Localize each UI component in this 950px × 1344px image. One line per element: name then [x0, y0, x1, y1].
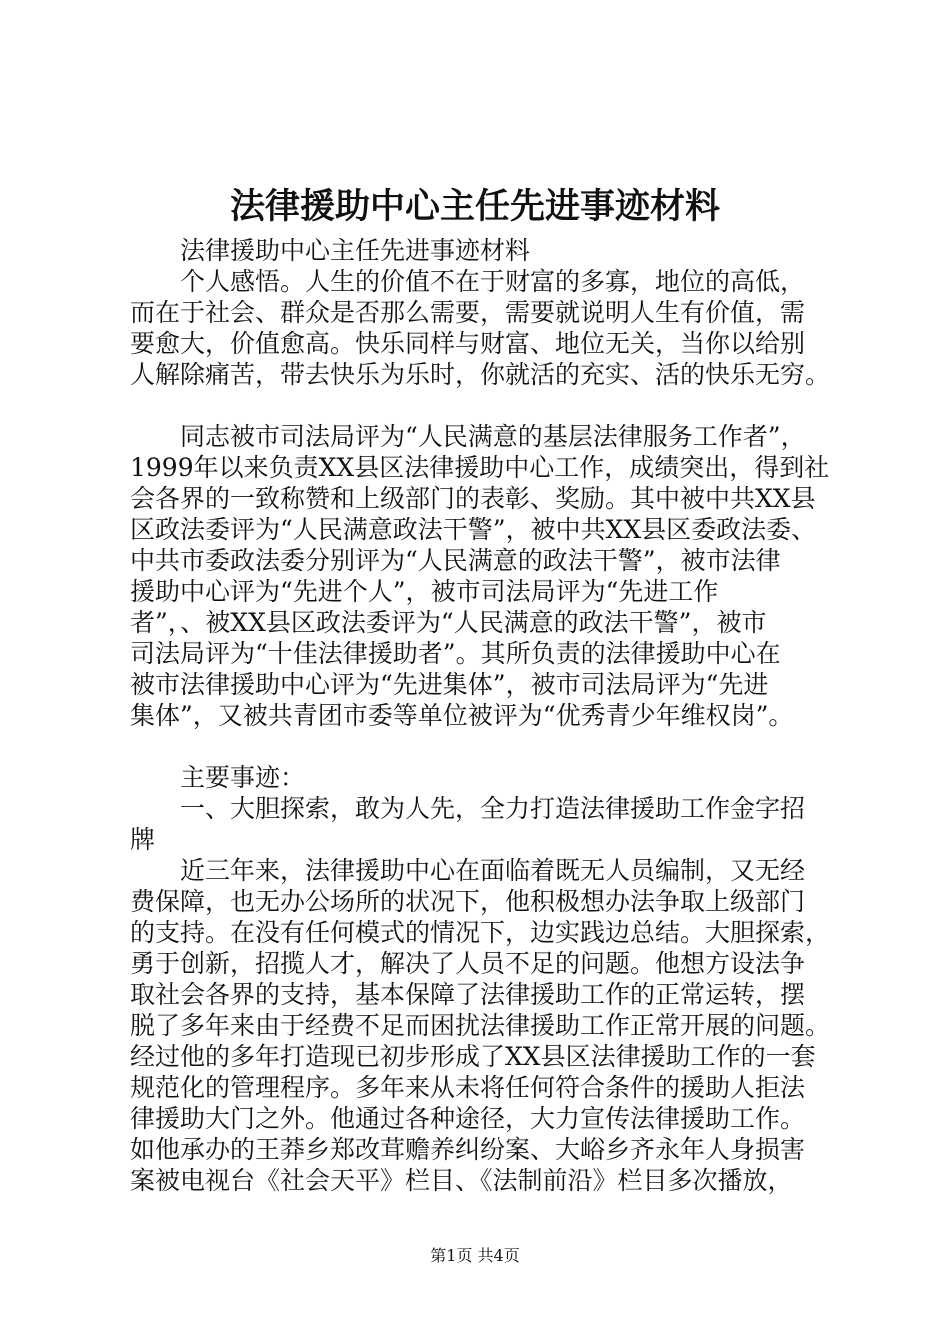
text-line: 取社会各界的支持，基本保障了法律援助工作的正常运转，摆 — [130, 980, 806, 1009]
text-line: 规范化的管理程序。多年来从未将任何符合条件的援助人拒法 — [130, 1073, 806, 1102]
page-number-footer: 第1页 共4页 — [430, 1246, 520, 1265]
text-line: 牌 — [130, 825, 156, 854]
text-line: 而在于社会、群众是否那么需要，需要就说明人生有价值，需 — [130, 298, 806, 327]
text-line: 者”，、被XX县区政法委评为“人民满意的政法干警”，被市 — [130, 608, 767, 637]
text-line: 法律援助中心主任先进事迹材料 — [130, 236, 531, 265]
text-line: 如他承办的王莽乡郑改茸赡养纠纷案、大峪乡齐永年人身损害 — [130, 1135, 806, 1164]
text-line: 区政法委评为“人民满意政法干警”，被中共XX县区委政法委、 — [130, 515, 817, 544]
text-line: 个人感悟。人生的价值不在于财富的多寡，地位的高低， — [130, 267, 806, 296]
text-line: 勇于创新，招揽人才，解决了人员不足的问题。他想方设法争 — [130, 949, 806, 978]
text-line: 主要事迹： — [130, 763, 306, 792]
text-line: 援助中心评为“先进个人”，被市司法局评为“先进工作 — [130, 577, 719, 606]
text-line: 要愈大，价值愈高。快乐同样与财富、地位无关，当你以给别 — [130, 329, 806, 358]
text-line: 集体”，又被共青团市委等单位被评为“优秀青少年维权岗”。 — [130, 701, 794, 730]
text-line: 会各界的一致称赞和上级部门的表彰、奖励。其中被中共XX县 — [130, 484, 816, 513]
text-line: 1999年以来负责XX县区法律援助中心工作，成绩突出，得到社 — [130, 453, 830, 482]
text-line: 被市法律援助中心评为“先进集体”，被市司法局评为“先进 — [130, 670, 769, 699]
document-title: 法律援助中心主任先进事迹材料 — [229, 186, 720, 227]
text-line: 人解除痛苦，带去快乐为乐时，你就活的充实、活的快乐无穷。 — [130, 360, 831, 389]
text-line: 的支持。在没有任何模式的情况下，边实践边总结。大胆探索， — [130, 918, 831, 947]
text-line: 费保障，也无办公场所的状况下，他积极想办法争取上级部门 — [130, 887, 806, 916]
text-line: 案被电视台《社会天平》栏目、《法制前沿》栏目多次播放， — [130, 1166, 793, 1195]
text-line: 经过他的多年打造现已初步形成了XX县区法律援助工作的一套 — [130, 1042, 816, 1071]
text-line: 司法局评为“十佳法律援助者”。其所负责的法律援助中心在 — [130, 639, 781, 668]
text-line: 中共市委政法委分别评为“人民满意的政法干警”，被市法律 — [130, 546, 781, 575]
text-line: 律援助大门之外。他通过各种途径，大力宣传法律援助工作。 — [130, 1104, 806, 1133]
text-line: 一、大胆探索，敢为人先，全力打造法律援助工作金字招 — [130, 794, 806, 823]
text-line: 近三年来，法律援助中心在面临着既无人员编制，又无经 — [130, 856, 806, 885]
text-line: 脱了多年来由于经费不足而困扰法律援助工作正常开展的问题。 — [130, 1011, 831, 1040]
text-line: 同志被市司法局评为“人民满意的基层法律服务工作者”， — [130, 422, 806, 451]
